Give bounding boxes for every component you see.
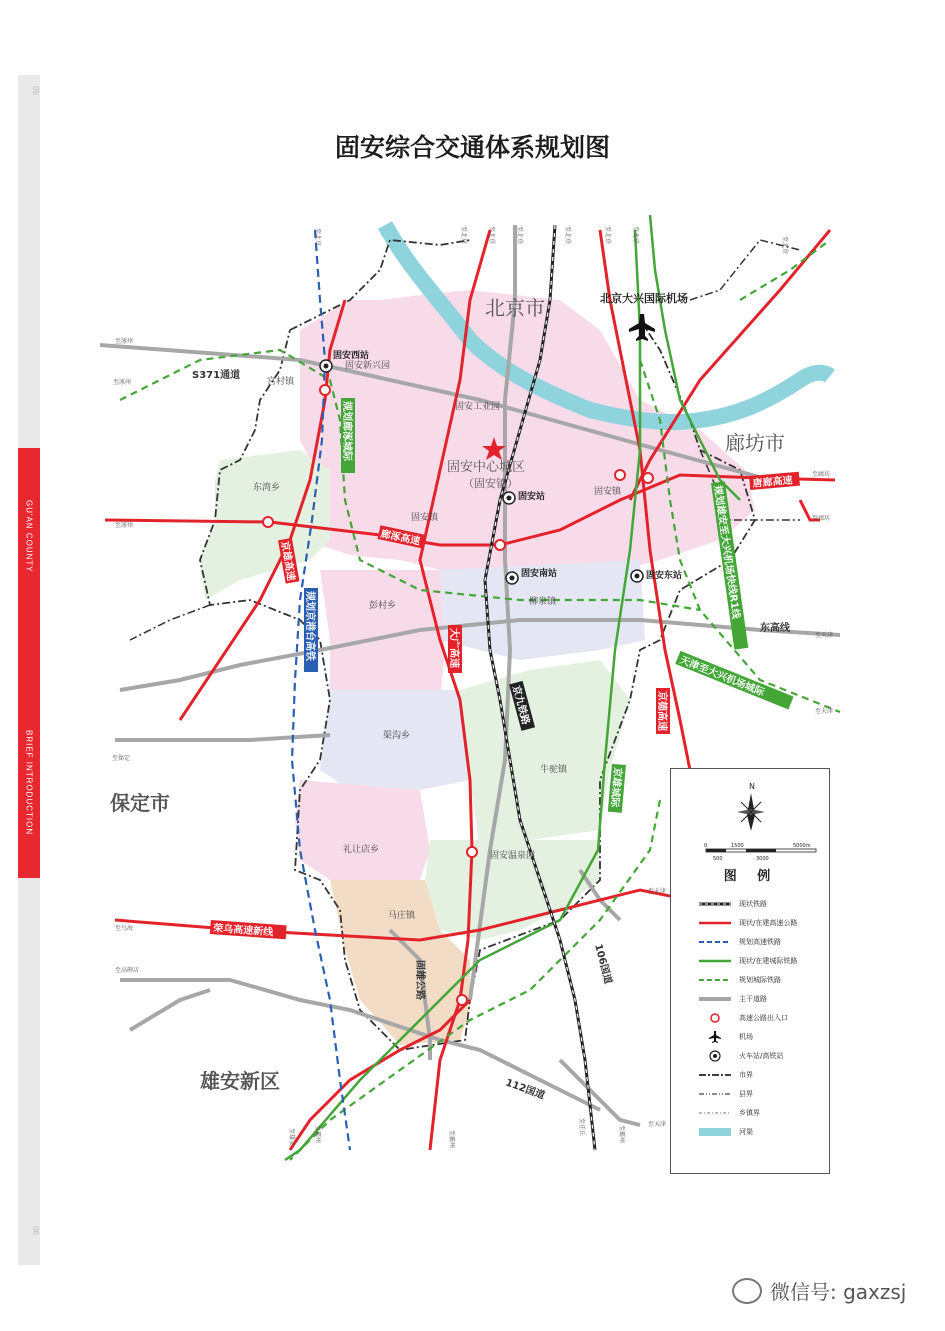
road-end-label: 至北京 (604, 226, 611, 245)
region-baoding: 保定市 (110, 791, 170, 815)
road-end-label: 至涿州 (115, 338, 134, 345)
legend-item: 县界 (739, 1090, 753, 1098)
station-label: 固安西站 (333, 351, 370, 361)
svg-text:天津至大兴机场城际: 天津至大兴机场城际 (678, 654, 766, 699)
road-label-tianjin-airport (675, 651, 793, 710)
road-end-label: 至保定 (112, 755, 131, 762)
north-label: N (749, 782, 755, 791)
road-end-label: 至北京 (460, 226, 467, 245)
compass-scale (671, 769, 831, 869)
svg-text:唐廊高速: 唐廊高速 (752, 475, 794, 490)
scale-label: 0 (704, 843, 708, 849)
road-label-g106 (592, 942, 615, 985)
svg-text:112国道: 112国道 (503, 1077, 547, 1102)
town-label: 固安工业园 (455, 402, 501, 412)
side-label-county: GU'AN COUNTY (24, 500, 34, 573)
station-icon (631, 570, 643, 582)
road-end-label: 至霸州 (314, 1125, 321, 1144)
svg-text:规划雄安至大兴机场快线R1线: 规划雄安至大兴机场快线R1线 (711, 484, 742, 620)
town-label: 宫村镇 (267, 377, 295, 387)
legend-item: 火车站/高铁站 (699, 1049, 783, 1063)
wechat-icon (732, 1278, 762, 1304)
road-end-label: 至北京 (781, 236, 788, 255)
road-end-label: 至雄安 (288, 1128, 295, 1147)
svg-text:京雄高速: 京雄高速 (278, 540, 297, 582)
watermark: 微信号: gaxzsj (732, 1276, 906, 1305)
town-label: 固安新兴园 (345, 361, 391, 371)
road-end-label: 至北京 (516, 226, 523, 245)
svg-text:京德高速: 京德高速 (656, 691, 667, 731)
legend-item: 机场 (699, 1030, 753, 1044)
road-end-label: 至乌海 (115, 925, 134, 932)
town-label: 马庄镇 (388, 911, 416, 921)
svg-text:京雄城际: 京雄城际 (608, 766, 623, 808)
legend-title: 图 例 (723, 869, 779, 884)
town-label: 渠沟乡 (383, 731, 411, 741)
road-end-label: 至涿州 (115, 522, 134, 529)
scale-label: 500 (713, 856, 723, 862)
station-icon (506, 572, 518, 584)
legend-item: 规划城际铁路 (739, 976, 781, 984)
scale-label: 1500 (731, 843, 744, 849)
station-label: 固安站 (518, 492, 546, 502)
road-end-label: 至北京 (314, 228, 321, 247)
svg-text:大广高速: 大广高速 (448, 628, 459, 668)
legend-item: 现状/在建高速公路 (739, 919, 798, 927)
road-end-label: 至北京 (564, 226, 571, 245)
legend-item: 河渠 (699, 1125, 753, 1139)
region-langfang: 廊坊市 (725, 431, 785, 455)
road-label-jingxiong-intercity (608, 764, 626, 813)
road-end-label: 至廊坊 (812, 471, 831, 478)
road-label-jinggangtai (304, 588, 318, 672)
center-label: 固安中心城区 (447, 460, 526, 475)
town-label: 东湾乡 (253, 483, 281, 493)
road-end-label: 至任丘 (578, 1118, 585, 1137)
legend-item: 主干道路 (739, 995, 767, 1003)
legend-item: 现状/在建城际铁路 (739, 957, 798, 965)
station-label: 固安东站 (646, 571, 683, 581)
road-end-label: 至天津 (815, 632, 834, 639)
road-label-guxiong (414, 960, 427, 1000)
road-end-label: 至天津 (815, 708, 834, 715)
town-label: 固安镇 (594, 487, 622, 497)
map-title: 固安综合交通体系规划图 (334, 133, 610, 162)
svg-text:规划廊涿城际: 规划廊涿城际 (341, 401, 352, 461)
legend (670, 768, 830, 1174)
station-icon (320, 360, 332, 372)
town-label: 礼让店乡 (343, 845, 380, 855)
road-label-jingde (656, 688, 670, 734)
region-beijing: 北京市 (485, 296, 545, 320)
road-label-donggao (760, 621, 791, 634)
road-label-daguang (448, 625, 462, 673)
road-end-label: 至涿州 (113, 379, 132, 386)
svg-text:规划京港台高铁: 规划京港台高铁 (304, 591, 315, 661)
town-label: 柳泉镇 (529, 597, 557, 607)
page-number-top: 05 (31, 86, 40, 95)
legend-item: 规划高速铁路 (739, 938, 781, 946)
town-label: 固安温泉园 (490, 851, 536, 861)
page-number-bottom: 06 (31, 1226, 40, 1235)
road-end-label: 至天津 (648, 888, 667, 895)
road-end-label: 至高碑店 (115, 967, 140, 974)
center-sub-label: （固安镇） (463, 477, 518, 490)
svg-text:106国道: 106国道 (592, 942, 614, 986)
svg-text:廊涿高速: 廊涿高速 (379, 528, 421, 548)
town-label: 彭村乡 (369, 601, 397, 611)
legend-item: 高速公路出入口 (699, 1011, 788, 1025)
station-icon (503, 492, 515, 504)
compass-icon (737, 793, 765, 831)
airport-label: 北京大兴国际机场 (600, 292, 688, 305)
legend-item: 现状铁路 (739, 900, 767, 908)
legend-item: 乡镇界 (739, 1109, 760, 1117)
road-label-langzhuo-intercity (341, 398, 355, 473)
region-xiongan: 雄安新区 (200, 1069, 280, 1093)
svg-text:荣乌高速新线: 荣乌高速新线 (212, 923, 274, 939)
svg-text:东高线: 东高线 (760, 623, 790, 634)
svg-text:京九铁路: 京九铁路 (509, 684, 531, 727)
station-label: 固安南站 (521, 569, 558, 579)
town-label: 固安镇 (411, 513, 439, 523)
svg-text:S371通道: S371通道 (192, 370, 241, 381)
road-label-s371 (192, 368, 240, 381)
road-end-label: 至廊坊 (812, 515, 831, 522)
road-end-label: 至霸州 (618, 1125, 625, 1144)
legend-item: 市界 (739, 1071, 753, 1079)
road-end-label: 至霸州 (448, 1130, 455, 1149)
road-end-label: 至天津 (648, 1121, 667, 1128)
scale-label: 3000 (756, 856, 769, 862)
road-end-label: 至北京 (488, 226, 495, 245)
scale-label: 5000m (793, 843, 811, 849)
road-end-label: 至北京 (632, 226, 639, 245)
town-label: 牛驼镇 (540, 765, 568, 775)
svg-text:固雄公路: 固雄公路 (414, 960, 425, 1000)
side-label-intro: BRIEF INTRODUCTION (24, 730, 34, 836)
road-label-rongwu (210, 920, 287, 939)
